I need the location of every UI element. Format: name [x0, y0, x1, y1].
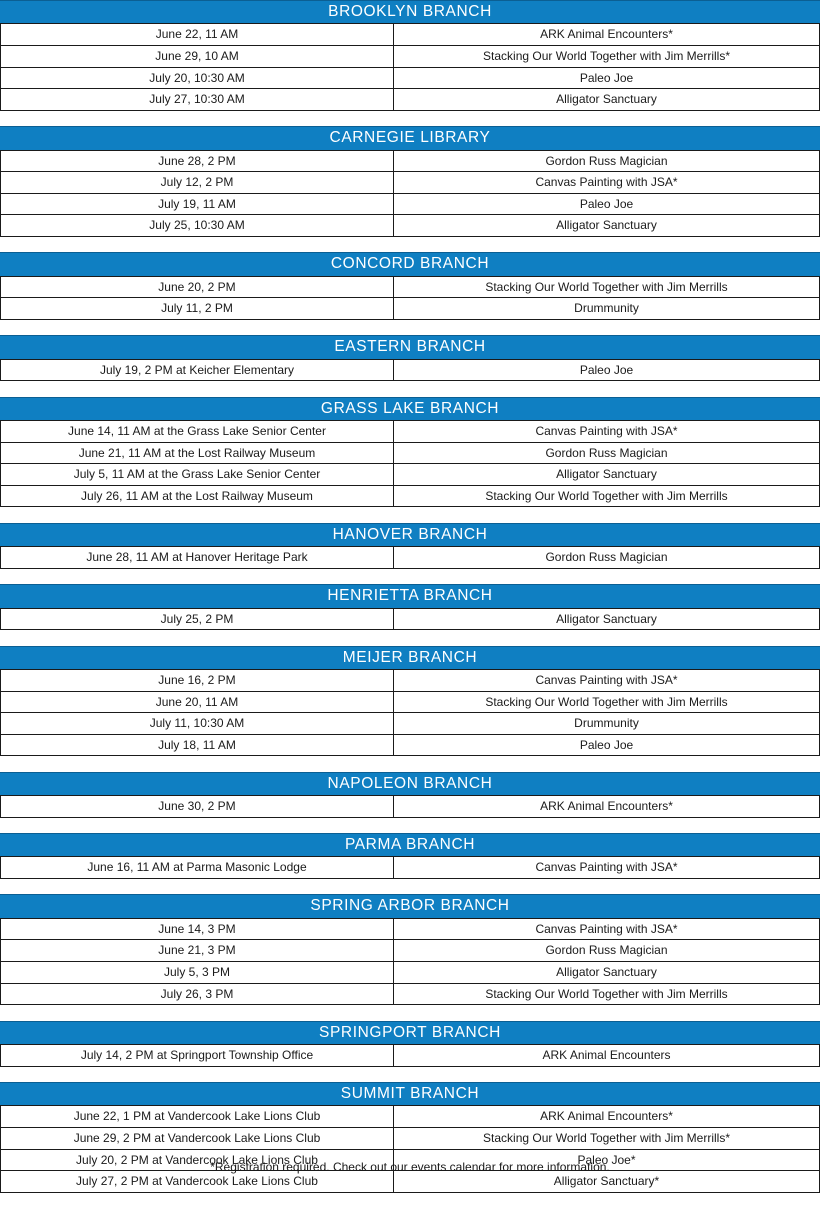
event-date-time: July 14, 2 PM at Springport Township Office	[1, 1045, 394, 1066]
event-program: Gordon Russ Magician	[545, 153, 668, 168]
event-program: Paleo Joe	[579, 737, 634, 752]
branch-header: GRASS LAKE BRANCH	[0, 397, 820, 420]
branch-header: PARMA BRANCH	[0, 833, 820, 856]
event-row	[1, 276, 819, 298]
event-date-time: July 5, 3 PM	[1, 962, 394, 983]
branch-section	[0, 1082, 820, 1193]
event-program: Paleo Joe	[579, 70, 634, 85]
event-program: Stacking Our World Together with Jim Merrills	[485, 279, 728, 294]
event-program: Stacking Our World Together with Jim Merrills	[485, 986, 728, 1001]
branch-section	[0, 833, 820, 879]
event-row	[1, 608, 819, 630]
branch-section	[0, 1021, 820, 1067]
event-date-time: July 25, 10:30 AM	[1, 215, 394, 236]
event-row	[1, 67, 819, 89]
event-program: Gordon Russ Magician	[545, 445, 668, 460]
event-row	[1, 485, 819, 507]
branch-section	[0, 584, 820, 630]
event-date-time: July 20, 10:30 AM	[1, 68, 394, 89]
event-table	[0, 150, 820, 237]
event-table	[0, 546, 820, 569]
event-row	[1, 214, 819, 236]
branch-section	[0, 252, 820, 320]
event-row	[1, 463, 819, 485]
event-row	[1, 795, 819, 817]
event-row	[1, 359, 819, 381]
event-row	[1, 856, 819, 878]
event-date-time: June 20, 11 AM	[1, 692, 394, 713]
event-row	[1, 23, 819, 45]
branch-header: BROOKLYN BRANCH	[0, 0, 820, 23]
event-row	[1, 150, 819, 172]
event-program: ARK Animal Encounters*	[540, 799, 673, 814]
event-date-time: July 5, 11 AM at the Grass Lake Senior Center	[1, 464, 394, 485]
branch-section	[0, 772, 820, 818]
event-date-time: July 19, 11 AM	[1, 194, 394, 215]
event-date-time: June 21, 3 PM	[1, 940, 394, 961]
event-program: Gordon Russ Magician	[545, 943, 668, 958]
branch-header: SPRING ARBOR BRANCH	[0, 894, 820, 917]
event-table	[0, 669, 820, 756]
event-table	[0, 918, 820, 1005]
event-date-time: June 28, 11 AM at Hanover Heritage Park	[1, 547, 394, 568]
event-program: Stacking Our World Together with Jim Merrills	[485, 694, 728, 709]
event-program: Alligator Sanctuary*	[553, 1174, 660, 1189]
event-row	[1, 1044, 819, 1066]
event-table	[0, 856, 820, 879]
event-date-time: June 29, 2 PM at Vandercook Lake Lions Club	[1, 1128, 394, 1149]
event-date-time: July 19, 2 PM at Keicher Elementary	[1, 360, 394, 381]
event-row	[1, 939, 819, 961]
event-row	[1, 1127, 819, 1149]
branch-header: HANOVER BRANCH	[0, 523, 820, 546]
event-date-time: June 28, 2 PM	[1, 151, 394, 172]
event-program: Stacking Our World Together with Jim Merrills*	[483, 1130, 730, 1145]
event-program: Drummunity	[574, 716, 639, 731]
event-date-time: July 18, 11 AM	[1, 735, 394, 756]
event-date-time: July 20, 2 PM at Vandercook Lake Lions Club	[1, 1150, 394, 1171]
event-program: Alligator Sanctuary	[556, 218, 657, 233]
event-row	[1, 45, 819, 67]
event-table	[0, 23, 820, 110]
event-date-time: June 20, 2 PM	[1, 277, 394, 298]
branch-header: MEIJER BRANCH	[0, 646, 820, 669]
event-row	[1, 442, 819, 464]
event-row	[1, 961, 819, 983]
event-program: Canvas Painting with JSA*	[535, 175, 678, 190]
event-row	[1, 734, 819, 756]
event-row	[1, 918, 819, 940]
event-table	[0, 420, 820, 507]
event-row	[1, 712, 819, 734]
event-row	[1, 1105, 819, 1127]
event-row	[1, 983, 819, 1005]
branch-section	[0, 523, 820, 569]
event-row	[1, 691, 819, 713]
event-program: ARK Animal Encounters*	[540, 27, 673, 42]
event-row	[1, 420, 819, 442]
event-program: Paleo Joe*	[577, 1152, 636, 1167]
event-date-time: June 14, 11 AM at the Grass Lake Senior Center	[1, 421, 394, 442]
event-date-time: June 29, 10 AM	[1, 46, 394, 67]
event-date-time: July 11, 2 PM	[1, 298, 394, 319]
branch-header: NAPOLEON BRANCH	[0, 772, 820, 795]
event-program: Canvas Painting with JSA*	[535, 921, 678, 936]
event-program: Paleo Joe	[579, 196, 634, 211]
event-row	[1, 88, 819, 110]
event-date-time: July 26, 11 AM at the Lost Railway Museum	[1, 486, 394, 507]
event-program: Stacking Our World Together with Jim Merrills*	[483, 48, 730, 63]
event-date-time: July 25, 2 PM	[1, 609, 394, 630]
event-date-time: June 16, 11 AM at Parma Masonic Lodge	[1, 857, 394, 878]
event-date-time: July 12, 2 PM	[1, 172, 394, 193]
branch-header: SUMMIT BRANCH	[0, 1082, 820, 1105]
event-program: Canvas Painting with JSA*	[535, 424, 678, 439]
event-program: ARK Animal Encounters	[542, 1048, 671, 1063]
event-row	[1, 546, 819, 568]
event-date-time: July 11, 10:30 AM	[1, 713, 394, 734]
event-program: Canvas Painting with JSA*	[535, 672, 678, 687]
event-row	[1, 669, 819, 691]
event-program: Paleo Joe	[579, 362, 634, 377]
event-program: ARK Animal Encounters*	[540, 1109, 673, 1124]
branch-section	[0, 646, 820, 757]
event-program: Alligator Sanctuary	[556, 92, 657, 107]
event-date-time: June 22, 11 AM	[1, 24, 394, 45]
event-row	[1, 297, 819, 319]
event-date-time: June 21, 11 AM at the Lost Railway Museum	[1, 443, 394, 464]
branch-header: SPRINGPORT BRANCH	[0, 1021, 820, 1044]
event-row	[1, 193, 819, 215]
registration-footnote: *Registration required. Check out our events calendar for more information.	[210, 1160, 610, 1174]
branch-section	[0, 397, 820, 508]
event-date-time: June 22, 1 PM at Vandercook Lake Lions Club	[1, 1106, 394, 1127]
event-program: Drummunity	[574, 301, 639, 316]
event-program: Stacking Our World Together with Jim Merrills	[485, 488, 728, 503]
event-program: Alligator Sanctuary	[556, 467, 657, 482]
event-table	[0, 359, 820, 382]
event-table	[0, 608, 820, 631]
event-date-time: June 30, 2 PM	[1, 796, 394, 817]
event-table	[0, 276, 820, 320]
branch-header: HENRIETTA BRANCH	[0, 584, 820, 607]
branch-header: CONCORD BRANCH	[0, 252, 820, 275]
event-table	[0, 1044, 820, 1067]
event-date-time: July 27, 2 PM at Vandercook Lake Lions Club	[1, 1171, 394, 1192]
event-date-time: June 16, 2 PM	[1, 670, 394, 691]
event-date-time: July 26, 3 PM	[1, 984, 394, 1005]
branch-section	[0, 0, 820, 111]
branch-section	[0, 335, 820, 381]
event-table	[0, 795, 820, 818]
event-program: Alligator Sanctuary	[556, 965, 657, 980]
event-program: Gordon Russ Magician	[545, 550, 668, 565]
event-date-time: July 27, 10:30 AM	[1, 89, 394, 110]
branch-section	[0, 126, 820, 237]
event-program: Canvas Painting with JSA*	[535, 860, 678, 875]
event-row	[1, 171, 819, 193]
branch-section	[0, 894, 820, 1005]
branch-header: EASTERN BRANCH	[0, 335, 820, 358]
event-program: Alligator Sanctuary	[556, 611, 657, 626]
branch-header: CARNEGIE LIBRARY	[0, 126, 820, 149]
event-table	[0, 1105, 820, 1192]
event-date-time: June 14, 3 PM	[1, 919, 394, 940]
